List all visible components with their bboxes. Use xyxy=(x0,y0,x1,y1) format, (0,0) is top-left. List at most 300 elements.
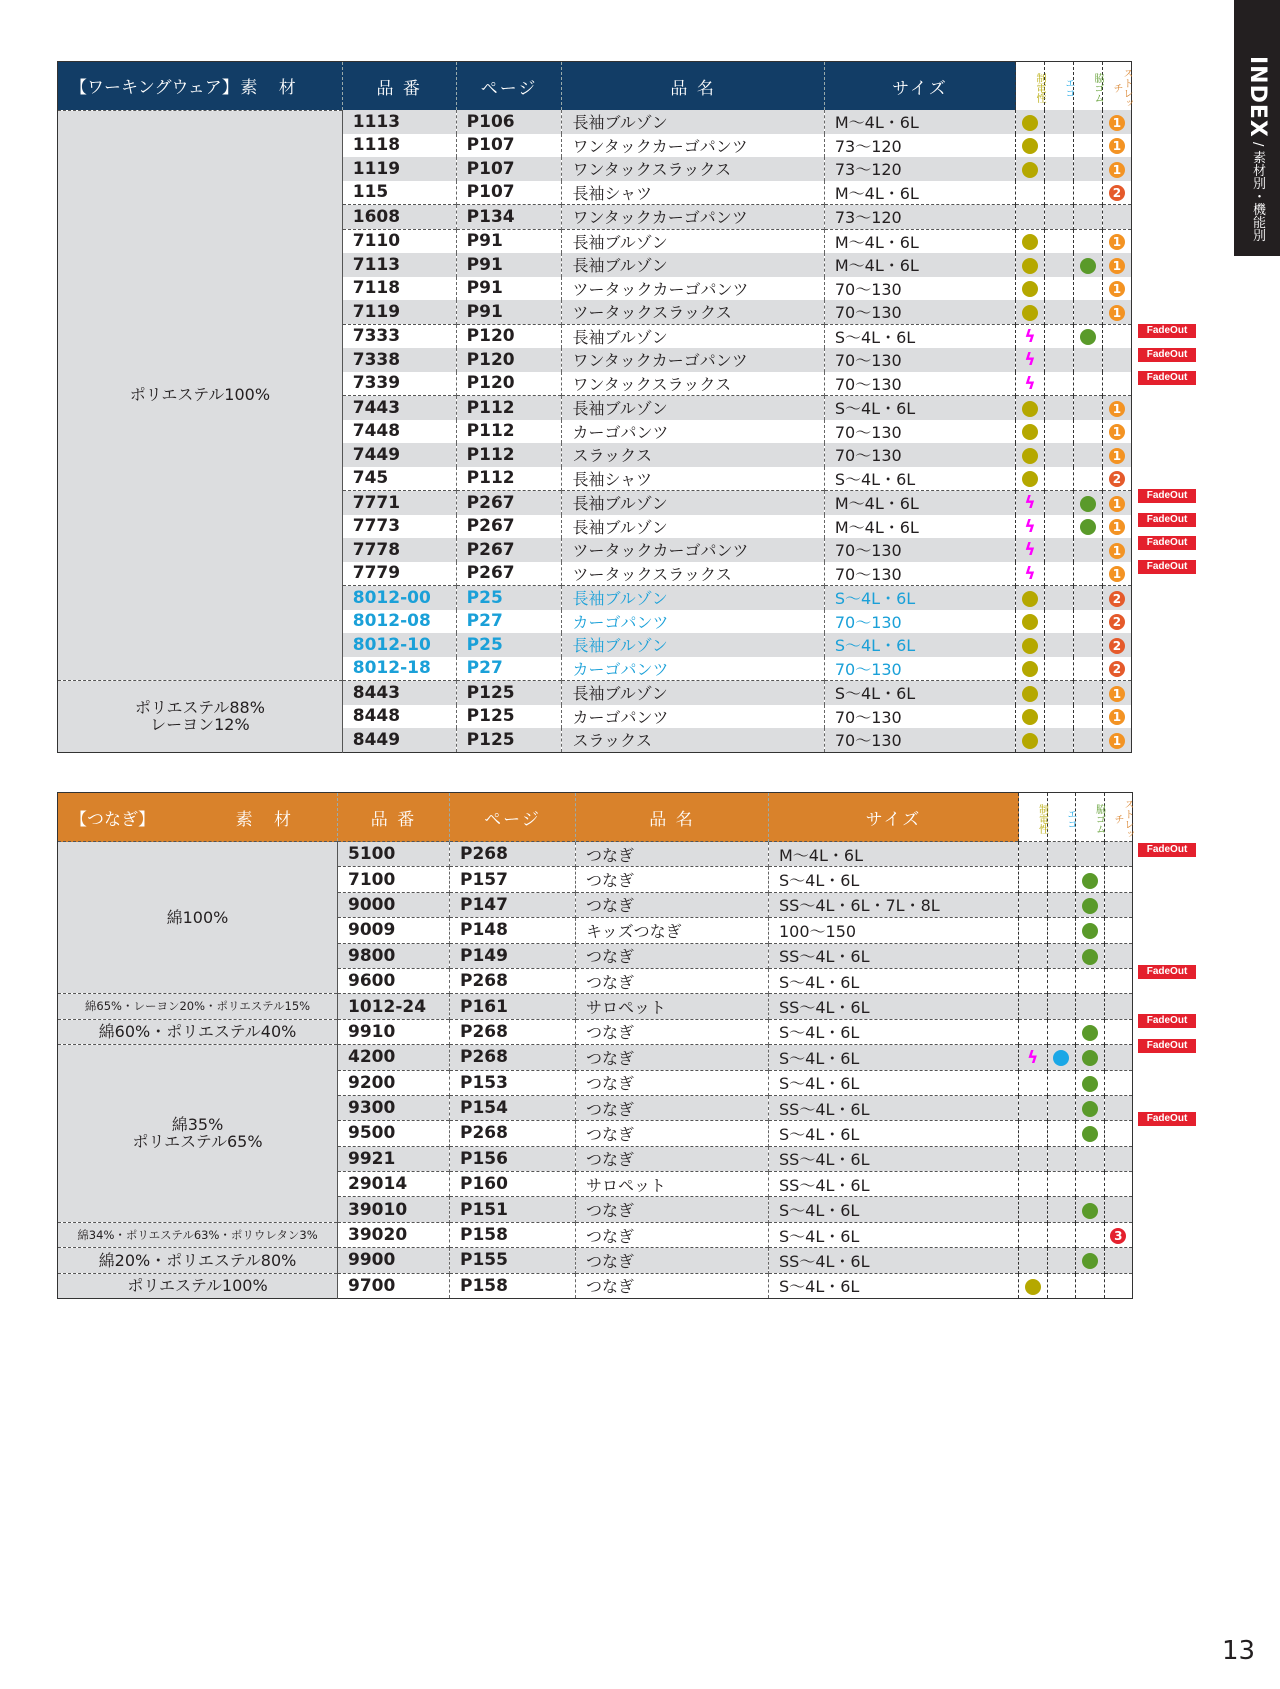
stretch-header: ストレッチ xyxy=(1102,62,1131,111)
stretch-cell xyxy=(1104,1095,1133,1120)
stretch-cell xyxy=(1102,134,1131,158)
pg-cell: P25 xyxy=(456,586,562,610)
stretch-cell xyxy=(1104,1273,1133,1298)
eco-cell xyxy=(1045,420,1074,444)
material-cell xyxy=(58,1273,338,1298)
pg-cell: P148 xyxy=(450,918,576,943)
eco-cell xyxy=(1045,538,1074,562)
code-cell: 7100 xyxy=(338,867,450,892)
table-row[interactable] xyxy=(58,1273,1133,1298)
name-cell: つなぎ xyxy=(576,1222,769,1247)
antistatic-cell xyxy=(1019,1019,1048,1044)
code-cell: 4200 xyxy=(338,1045,450,1070)
pg-cell: P267 xyxy=(456,538,562,562)
fadeout-badge: FadeOut xyxy=(1138,1039,1196,1053)
material-text: 綿20%・ポリエステル80% xyxy=(98,1250,297,1270)
gusset-cell xyxy=(1076,867,1105,892)
pg-cell: P112 xyxy=(456,420,562,444)
gusset-cell xyxy=(1076,968,1105,993)
size-cell: SS～4L・6L xyxy=(769,1172,1019,1197)
fadeout-badge: FadeOut xyxy=(1138,324,1196,338)
stretch-level-2-icon: 2 xyxy=(1109,638,1125,654)
antistatic-dot-icon xyxy=(1022,424,1038,440)
antistatic-cell xyxy=(1016,396,1045,420)
antistatic-cell xyxy=(1019,1095,1048,1120)
stretch-cell xyxy=(1102,562,1131,586)
pg-cell: P91 xyxy=(456,300,562,324)
stretch-cell xyxy=(1102,253,1131,277)
name-cell: 長袖ブルゾン xyxy=(562,515,824,539)
size-cell: SS～4L・6L・7L・8L xyxy=(769,892,1019,917)
name-cell: 長袖ブルゾン xyxy=(562,681,824,705)
size-cell: 73～120 xyxy=(824,205,1015,230)
code-cell: 9800 xyxy=(338,943,450,968)
pg-cell: P125 xyxy=(456,681,562,705)
gusset-cell xyxy=(1074,491,1103,515)
gusset-cell xyxy=(1074,420,1103,444)
pg-cell: P147 xyxy=(450,892,576,917)
stretch-cell xyxy=(1102,705,1131,729)
antistatic-cell xyxy=(1019,1248,1048,1273)
code-cell: 8443 xyxy=(342,681,456,705)
size-cell: S～4L・6L xyxy=(769,867,1019,892)
stretch-level-1-icon: 1 xyxy=(1109,258,1125,274)
fadeout-badge: FadeOut xyxy=(1138,843,1196,857)
stretch-cell xyxy=(1102,205,1131,230)
stretch-cell xyxy=(1104,1070,1133,1095)
code-cell: 9500 xyxy=(338,1121,450,1146)
antistatic-dot-icon xyxy=(1022,686,1038,702)
name-cell: つなぎ xyxy=(576,1146,769,1171)
name-cell: 長袖ブルゾン xyxy=(562,110,824,134)
pg-cell: P112 xyxy=(456,443,562,467)
material-cell xyxy=(58,1248,338,1273)
code-cell: 9921 xyxy=(338,1146,450,1171)
workwear-table xyxy=(57,61,1132,753)
eco-cell xyxy=(1047,1222,1076,1247)
material-cell xyxy=(58,110,343,681)
code-cell: 1118 xyxy=(342,134,456,158)
antistatic-cell xyxy=(1019,1121,1048,1146)
name-cell: ワンタックカーゴパンツ xyxy=(562,348,824,372)
antistatic-cell xyxy=(1016,610,1045,634)
table-row[interactable] xyxy=(58,994,1133,1019)
antistatic-dot-icon xyxy=(1022,234,1038,250)
gusset-header: 脇ゴム xyxy=(1076,793,1105,842)
stretch-cell xyxy=(1102,610,1131,634)
code-cell: 745 xyxy=(342,467,456,491)
name-cell: カーゴパンツ xyxy=(562,610,824,634)
name-cell: つなぎ xyxy=(576,1045,769,1070)
pg-cell: P158 xyxy=(450,1222,576,1247)
gusset-cell xyxy=(1074,372,1103,396)
gusset-dot-icon xyxy=(1082,949,1098,965)
eco-cell xyxy=(1045,134,1074,158)
category-label: 【ワーキングウェア】 xyxy=(70,78,239,99)
antistatic-cell xyxy=(1019,1273,1048,1298)
lightning-bolt-icon: ϟ xyxy=(1024,516,1036,537)
pg-cell: P268 xyxy=(450,1019,576,1044)
name-cell: つなぎ xyxy=(576,1019,769,1044)
stretch-cell xyxy=(1104,892,1133,917)
gusset-cell xyxy=(1076,1248,1105,1273)
antistatic-cell xyxy=(1016,253,1045,277)
antistatic-cell xyxy=(1016,181,1045,205)
name-header: 品 名 xyxy=(562,62,824,111)
code-cell: 7333 xyxy=(342,324,456,348)
antistatic-cell xyxy=(1016,277,1045,301)
stretch-level-1-icon: 1 xyxy=(1109,709,1125,725)
material-text: 綿34%・ポリエステル63%・ポリウレタン3% xyxy=(77,1227,318,1242)
eco-header: エコ xyxy=(1045,62,1074,111)
antistatic-cell xyxy=(1019,867,1048,892)
stretch-cell xyxy=(1102,681,1131,705)
antistatic-cell xyxy=(1019,918,1048,943)
pg-cell: P267 xyxy=(456,515,562,539)
material-cell xyxy=(58,681,343,753)
stretch-cell xyxy=(1102,443,1131,467)
stretch-level-1-icon: 1 xyxy=(1109,448,1125,464)
stretch-level-1-icon: 1 xyxy=(1109,496,1125,512)
lightning-bolt-icon: ϟ xyxy=(1024,563,1036,584)
size-cell: 73～120 xyxy=(824,157,1015,181)
eco-cell xyxy=(1045,633,1074,657)
pg-cell: P120 xyxy=(456,324,562,348)
stretch-cell xyxy=(1104,1172,1133,1197)
antistatic-cell xyxy=(1019,1146,1048,1171)
name-cell: ワンタックスラックス xyxy=(562,157,824,181)
gusset-cell xyxy=(1076,1121,1105,1146)
antistatic-dot-icon xyxy=(1022,638,1038,654)
name-cell: ツータックカーゴパンツ xyxy=(562,538,824,562)
size-cell: S～4L・6L xyxy=(824,586,1015,610)
table-row[interactable] xyxy=(58,842,1133,867)
gusset-cell xyxy=(1074,681,1103,705)
stretch-cell xyxy=(1102,657,1131,681)
pg-cell: P120 xyxy=(456,348,562,372)
page-header: ページ xyxy=(456,62,562,111)
gusset-cell xyxy=(1074,157,1103,181)
stretch-level-1-icon: 1 xyxy=(1109,543,1125,559)
size-cell: M～4L・6L xyxy=(824,491,1015,515)
table-row[interactable] xyxy=(58,681,1132,705)
pg-cell: P107 xyxy=(456,134,562,158)
antistatic-cell xyxy=(1016,586,1045,610)
name-cell: スラックス xyxy=(562,443,824,467)
antistatic-dot-icon xyxy=(1022,471,1038,487)
antistatic-cell xyxy=(1019,943,1048,968)
gusset-cell xyxy=(1074,657,1103,681)
name-cell: 長袖ブルゾン xyxy=(562,586,824,610)
name-cell: カーゴパンツ xyxy=(562,705,824,729)
table-row[interactable] xyxy=(58,1222,1133,1247)
stretch-cell xyxy=(1102,538,1131,562)
fadeout-badge: FadeOut xyxy=(1138,489,1196,503)
gusset-dot-icon xyxy=(1082,923,1098,939)
eco-cell xyxy=(1047,1070,1076,1095)
pg-cell: P268 xyxy=(450,842,576,867)
stretch-level-1-icon: 1 xyxy=(1109,519,1125,535)
table-row[interactable] xyxy=(58,110,1132,134)
eco-cell xyxy=(1045,229,1074,253)
eco-cell xyxy=(1045,300,1074,324)
code-cell: 9910 xyxy=(338,1019,450,1044)
pg-cell: P161 xyxy=(450,994,576,1019)
index-tab[interactable] xyxy=(1234,0,1280,256)
size-cell: 70～130 xyxy=(824,705,1015,729)
size-cell: S～4L・6L xyxy=(769,1121,1019,1146)
code-cell: 29014 xyxy=(338,1172,450,1197)
antistatic-cell xyxy=(1016,348,1045,372)
stretch-level-1-icon: 1 xyxy=(1109,234,1125,250)
code-cell: 115 xyxy=(342,181,456,205)
stretch-cell xyxy=(1104,918,1133,943)
size-cell: 70～130 xyxy=(824,348,1015,372)
stretch-cell xyxy=(1102,586,1131,610)
eco-cell xyxy=(1045,181,1074,205)
antistatic-header: 制電性 xyxy=(1016,62,1045,111)
antistatic-dot-icon xyxy=(1022,162,1038,178)
gusset-cell xyxy=(1074,253,1103,277)
stretch-cell xyxy=(1102,372,1131,396)
gusset-cell xyxy=(1076,1019,1105,1044)
code-cell: 7448 xyxy=(342,420,456,444)
gusset-cell xyxy=(1076,1095,1105,1120)
material-label: 素 材 xyxy=(235,809,299,830)
gusset-cell xyxy=(1076,1172,1105,1197)
eco-cell xyxy=(1045,657,1074,681)
stretch-cell xyxy=(1102,324,1131,348)
code-cell: 9000 xyxy=(338,892,450,917)
code-cell: 7338 xyxy=(342,348,456,372)
gusset-dot-icon xyxy=(1080,258,1096,274)
antistatic-cell xyxy=(1019,1197,1048,1222)
size-header: サイズ xyxy=(824,62,1015,111)
gusset-cell xyxy=(1076,994,1105,1019)
eco-cell xyxy=(1045,110,1074,134)
name-cell: つなぎ xyxy=(576,1095,769,1120)
name-cell: キッズつなぎ xyxy=(576,918,769,943)
eco-cell xyxy=(1045,443,1074,467)
stretch-cell xyxy=(1104,867,1133,892)
gusset-dot-icon xyxy=(1082,1203,1098,1219)
size-cell: 70～130 xyxy=(824,562,1015,586)
gusset-dot-icon xyxy=(1082,873,1098,889)
gusset-cell xyxy=(1074,705,1103,729)
coverall-table xyxy=(57,792,1133,1299)
gusset-cell xyxy=(1076,1222,1105,1247)
antistatic-cell xyxy=(1019,1172,1048,1197)
size-cell: S～4L・6L xyxy=(769,1222,1019,1247)
code-cell: 1012-24 xyxy=(338,994,450,1019)
antistatic-cell xyxy=(1019,1070,1048,1095)
code-cell: 1608 xyxy=(342,205,456,230)
code-cell: 7119 xyxy=(342,300,456,324)
eco-cell xyxy=(1045,396,1074,420)
material-cell xyxy=(58,994,338,1019)
eco-cell xyxy=(1047,1095,1076,1120)
gusset-cell xyxy=(1076,1273,1105,1298)
size-cell: 70～130 xyxy=(824,538,1015,562)
gusset-cell xyxy=(1074,443,1103,467)
antistatic-cell xyxy=(1016,562,1045,586)
antistatic-cell xyxy=(1016,657,1045,681)
gusset-cell xyxy=(1076,1146,1105,1171)
name-cell: ワンタックカーゴパンツ xyxy=(562,205,824,230)
table-row[interactable] xyxy=(58,1019,1133,1044)
name-cell: ツータックカーゴパンツ xyxy=(562,277,824,301)
gusset-cell xyxy=(1074,110,1103,134)
size-cell: SS～4L・6L xyxy=(769,943,1019,968)
gusset-dot-icon xyxy=(1082,1050,1098,1066)
lightning-bolt-icon: ϟ xyxy=(1024,493,1036,514)
stretch-cell xyxy=(1102,300,1131,324)
name-cell: カーゴパンツ xyxy=(562,657,824,681)
code-cell: 7118 xyxy=(342,277,456,301)
stretch-cell xyxy=(1104,994,1133,1019)
eco-cell xyxy=(1047,892,1076,917)
stretch-cell xyxy=(1104,943,1133,968)
pg-cell: P157 xyxy=(450,867,576,892)
code-header: 品 番 xyxy=(338,793,450,842)
stretch-level-1-icon: 1 xyxy=(1109,162,1125,178)
stretch-cell xyxy=(1104,1019,1133,1044)
antistatic-dot-icon xyxy=(1022,138,1038,154)
stretch-cell xyxy=(1102,157,1131,181)
name-cell: カーゴパンツ xyxy=(562,420,824,444)
size-cell: 70～130 xyxy=(824,372,1015,396)
material-text: ポリエステル100% xyxy=(127,1276,268,1296)
index-title: INDEX xyxy=(1245,56,1270,138)
name-cell: 長袖ブルゾン xyxy=(562,253,824,277)
size-cell: M～4L・6L xyxy=(769,842,1019,867)
gusset-cell xyxy=(1076,892,1105,917)
antistatic-cell xyxy=(1016,420,1045,444)
table-row[interactable] xyxy=(58,1045,1133,1070)
antistatic-cell xyxy=(1019,842,1048,867)
pg-cell: P153 xyxy=(450,1070,576,1095)
gusset-cell xyxy=(1076,842,1105,867)
antistatic-dot-icon xyxy=(1022,661,1038,677)
antistatic-dot-icon xyxy=(1022,115,1038,131)
code-cell: 9200 xyxy=(338,1070,450,1095)
pg-cell: P91 xyxy=(456,277,562,301)
stretch-cell xyxy=(1102,277,1131,301)
size-cell: S～4L・6L xyxy=(824,633,1015,657)
size-cell: S～4L・6L xyxy=(769,968,1019,993)
gusset-dot-icon xyxy=(1082,1101,1098,1117)
fadeout-badge: FadeOut xyxy=(1138,513,1196,527)
size-cell: S～4L・6L xyxy=(769,1070,1019,1095)
pg-cell: P107 xyxy=(456,157,562,181)
antistatic-dot-icon xyxy=(1022,281,1038,297)
table-row[interactable] xyxy=(58,1248,1133,1273)
stretch-level-1-icon: 1 xyxy=(1109,401,1125,417)
gusset-cell xyxy=(1074,324,1103,348)
antistatic-cell xyxy=(1016,229,1045,253)
pg-cell: P134 xyxy=(456,205,562,230)
pg-cell: P112 xyxy=(456,396,562,420)
size-cell: S～4L・6L xyxy=(824,396,1015,420)
page-header: ページ xyxy=(450,793,576,842)
code-cell: 7443 xyxy=(342,396,456,420)
stretch-level-1-icon: 1 xyxy=(1109,115,1125,131)
stretch-level-1-icon: 1 xyxy=(1109,281,1125,297)
name-cell: サロペット xyxy=(576,1172,769,1197)
stretch-level-2-icon: 2 xyxy=(1109,471,1125,487)
code-cell: 8012-18 xyxy=(342,657,456,681)
antistatic-cell xyxy=(1016,705,1045,729)
pg-cell: P156 xyxy=(450,1146,576,1171)
fadeout-badge: FadeOut xyxy=(1138,536,1196,550)
size-cell: 70～130 xyxy=(824,657,1015,681)
gusset-cell xyxy=(1074,205,1103,230)
antistatic-cell xyxy=(1016,205,1045,230)
antistatic-cell xyxy=(1016,515,1045,539)
pg-cell: P268 xyxy=(450,968,576,993)
antistatic-cell xyxy=(1016,443,1045,467)
antistatic-cell xyxy=(1016,681,1045,705)
antistatic-cell xyxy=(1016,728,1045,752)
code-cell: 9300 xyxy=(338,1095,450,1120)
material-text: 綿60%・ポリエステル40% xyxy=(98,1022,297,1042)
material-text: レーヨン12% xyxy=(150,715,250,735)
pg-cell: P107 xyxy=(456,181,562,205)
eco-cell xyxy=(1045,253,1074,277)
pg-cell: P120 xyxy=(456,372,562,396)
code-cell: 8449 xyxy=(342,728,456,752)
name-cell: 長袖ブルゾン xyxy=(562,396,824,420)
pg-cell: P267 xyxy=(456,562,562,586)
antistatic-header: 制電性 xyxy=(1019,793,1048,842)
antistatic-cell xyxy=(1019,892,1048,917)
code-cell: 7339 xyxy=(342,372,456,396)
fadeout-badge: FadeOut xyxy=(1138,965,1196,979)
eco-cell xyxy=(1045,491,1074,515)
pg-cell: P27 xyxy=(456,657,562,681)
pg-cell: P154 xyxy=(450,1095,576,1120)
gusset-dot-icon xyxy=(1082,1076,1098,1092)
code-cell: 1113 xyxy=(342,110,456,134)
stretch-level-2-icon: 2 xyxy=(1109,185,1125,201)
header-row xyxy=(58,62,1132,111)
eco-cell xyxy=(1045,157,1074,181)
antistatic-cell xyxy=(1016,300,1045,324)
antistatic-dot-icon xyxy=(1022,614,1038,630)
code-cell: 5100 xyxy=(338,842,450,867)
eco-cell xyxy=(1045,324,1074,348)
eco-cell xyxy=(1047,1121,1076,1146)
stretch-cell xyxy=(1102,181,1131,205)
name-cell: つなぎ xyxy=(576,943,769,968)
code-cell: 7773 xyxy=(342,515,456,539)
eco-cell xyxy=(1047,994,1076,1019)
index-subtitle: / 素材別・機能別 xyxy=(1250,137,1265,242)
eco-cell xyxy=(1047,1248,1076,1273)
stretch-cell xyxy=(1104,1197,1133,1222)
pg-cell: P268 xyxy=(450,1121,576,1146)
name-cell: 長袖シャツ xyxy=(562,467,824,491)
name-cell: ワンタックカーゴパンツ xyxy=(562,134,824,158)
antistatic-cell xyxy=(1016,467,1045,491)
eco-cell xyxy=(1047,842,1076,867)
material-text: ポリエステル88% xyxy=(134,697,265,717)
name-cell: ツータックスラックス xyxy=(562,300,824,324)
gusset-cell xyxy=(1074,515,1103,539)
size-cell: S～4L・6L xyxy=(769,1197,1019,1222)
lightning-bolt-icon: ϟ xyxy=(1024,350,1036,371)
size-cell: M～4L・6L xyxy=(824,229,1015,253)
